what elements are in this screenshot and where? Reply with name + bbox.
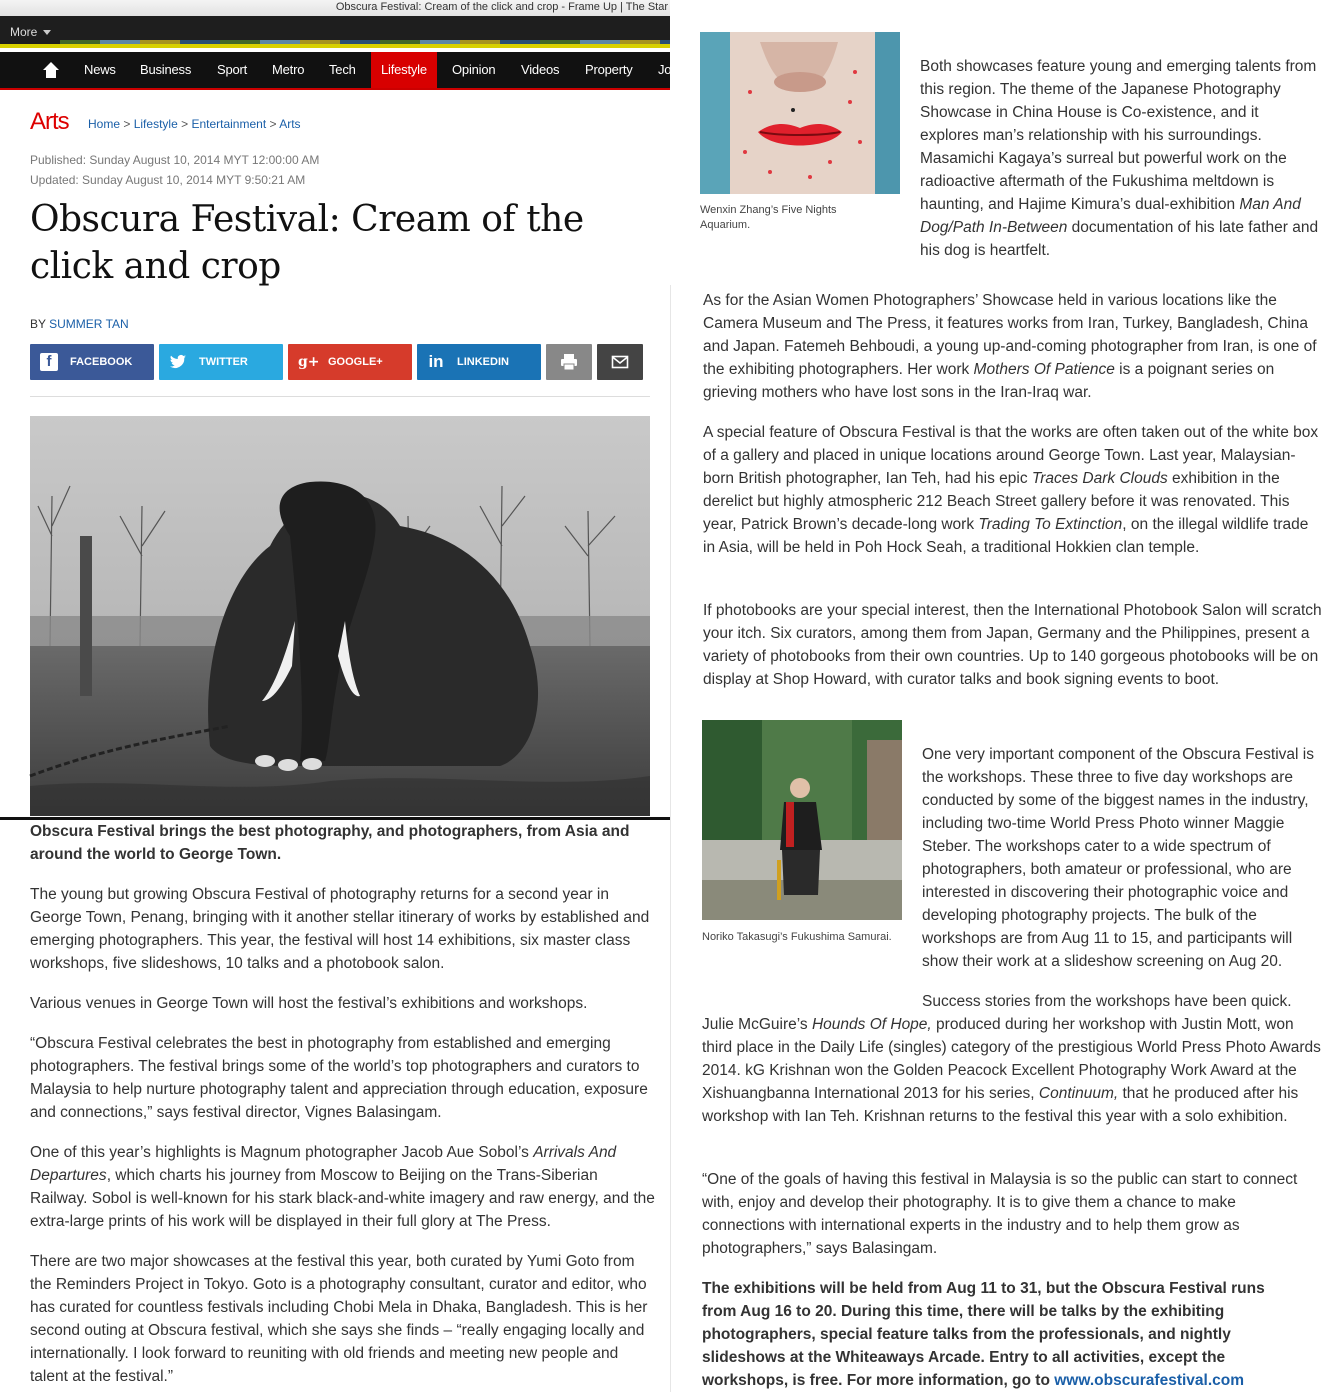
text-run: As for the Asian Women Photographers’ Showcase held in various locations like the Camera Museum and The Press, it features works from Iran, Turkey, Bangladesh, China and Japan. Fatemeh Behboudi, a young up-and-coming photographer from Iran, is one of the exhibiting photographers. Her work (703, 292, 1317, 378)
text-run: , on the illegal wildlife trade in Asia, will be held in Poh Hock Seah, a traditional Hokkien clan temple. (703, 516, 1309, 556)
breadcrumb-home[interactable]: Home (88, 117, 121, 131)
text-run: Julie McGuire’s (702, 1016, 812, 1033)
paragraph (702, 990, 1322, 1128)
text-run: Both showcases feature young and emerging talents from this region. The theme of the Japanese Photography Showcase in China House is Co-existence, and it explores man’s relationship with his surroundings. Masamichi Kagaya’s surreal but powerful work on the radioactive aftermath of the Fukushima meltdown is haunting, and Hajime Kimura’s dual-exhibition (920, 58, 1317, 213)
linkedin-share-button[interactable] (417, 344, 541, 380)
breadcrumb-separator: > (123, 117, 131, 131)
text-run: documentation of his late father and his dog is heartfelt. (920, 219, 1319, 259)
breadcrumb-separator: > (269, 117, 277, 131)
text-run: , which charts his journey from Moscow to Beijing on the Trans-Siberian Railway. Sobol is well-known for his stark black-and-white imagery and raw energy, and the extra-large prints of his work will be displayed in their full glory at The Press. (30, 1167, 655, 1230)
paragraph: “One of the goals of having this festival in Malaysia is so the public can start to connect with, enjoy and develop their photography. It is to give them a chance to make connections with international experts in the industry and to help them grow as photographers,” says Balasingam. (702, 1171, 1298, 1257)
author-link[interactable]: SUMMER TAN (49, 317, 129, 331)
printer-icon (560, 353, 578, 371)
article-lead: Obscura Festival brings the best photography, and photographers, from Asia and around the world to George Town. (30, 823, 630, 863)
divider (30, 396, 650, 397)
italic-title: Arrivals And Departures (30, 1144, 617, 1184)
italic-title: Hounds Of Hope, (811, 1016, 932, 1033)
text-run: exhibition in the derelict but highly atmospheric 212 Beach Street gallery before it was renovated. This year, Patrick Brown’s decade-long work (703, 470, 1290, 533)
breadcrumb-arts[interactable]: Arts (279, 117, 301, 131)
twitter-label: TWITTER (199, 356, 248, 368)
text-run: One of this year’s highlights is Magnum photographer Jacob Aue Sobol’s (30, 1144, 534, 1161)
linkedin-icon: in (428, 352, 444, 371)
linkedin-label: LINKEDIN (457, 356, 509, 368)
print-button[interactable] (546, 344, 592, 380)
updated-date: Updated: Sunday August 10, 2014 MYT 9:50:21 AM (30, 173, 306, 187)
more-menu-button[interactable] (10, 25, 51, 39)
nav-videos[interactable]: Videos (521, 62, 560, 77)
more-label: More (10, 25, 38, 39)
italic-title: Traces Dark Clouds (1031, 470, 1168, 487)
twitter-share-button[interactable] (159, 344, 283, 380)
paragraph (920, 55, 1320, 262)
paragraph (30, 1141, 655, 1233)
nav-sport[interactable]: Sport (217, 62, 248, 77)
paragraph: Various venues in George Town will host the festival’s exhibitions and workshops. (30, 995, 588, 1012)
paragraph (703, 421, 1323, 559)
facebook-share-button[interactable] (30, 344, 154, 380)
paragraph: There are two major showcases at the festival this year, both curated by Yumi Goto from the Reminders Project in Tokyo. Goto is a photography consultant, curator and editor, who has curated for countless festivals including Chobi Mela in Dhaka, Bangladesh. This is her second outing at Obscura festival, which she says she finds – “really engaging locally and internationally. I look forward to reuniting with old friends and meeting new people and talent at the festival.” (30, 1253, 648, 1385)
italic-title: Man And Dog/Path In-Between (920, 196, 1301, 236)
elephant-photo (30, 416, 650, 816)
text-run: Success stories from the workshops have been quick. (922, 993, 1292, 1010)
facebook-label: FACEBOOK (70, 356, 133, 368)
section-title: Arts (30, 108, 69, 135)
facebook-icon: f (40, 353, 58, 371)
paragraph: The young but growing Obscura Festival of photography returns for a second year in George Town, Penang, bringing with it another stellar itinerary of works by established and emerging photographers. This year, the festival will host 14 exhibitions, six master class workshops, five slideshows, 10 talks and a photobook salon. (30, 886, 650, 972)
column-divider (670, 285, 671, 1392)
published-date: Published: Sunday August 10, 2014 MYT 12:00:00 AM (30, 153, 320, 167)
nav-tech[interactable]: Tech (329, 62, 356, 77)
photo-caption: Wenxin Zhang’s Five Nights Aquarium. (700, 204, 837, 231)
byline-prefix: BY (30, 317, 46, 331)
breadcrumb-entertainment[interactable]: Entertainment (191, 117, 267, 131)
breadcrumb-lifestyle[interactable]: Lifestyle (133, 117, 178, 131)
paragraph: If photobooks are your special interest, then the International Photobook Salon will scratch your itch. Six curators, among them from Japan, Germany and the Philippines, present a variety of photobooks from their own countries. Up to 140 gorgeous photobooks will be on display at Shop Howard, with curator talks and book signing events to boot. (703, 602, 1322, 688)
banner-strip (60, 40, 670, 44)
italic-title: Continuum, (1038, 1085, 1119, 1102)
googleplus-label: GOOGLE+ (328, 356, 383, 368)
article-headline: Obscura Festival: Cream of the click and crop (30, 199, 584, 287)
breadcrumb-separator: > (181, 117, 189, 131)
caret-down-icon (43, 30, 51, 35)
browser-window-title: Obscura Festival: Cream of the click and crop - Frame Up | The Star (0, 0, 670, 16)
paragraph: One very important component of the Obscura Festival is the workshops. These three to five day workshops are conducted by some of the biggest names in the industry, including two-time World Press Photo winner Maggie Steber. The workshops cater to a wide spectrum of photographers, both amateur or professional, who are interested in discovering their photographic voice and developing photography projects. The bulk of the workshops are from Aug 11 to 15, and participants will show their work at a slideshow screening on Aug 20. (922, 746, 1314, 970)
nav-jobs[interactable]: Jo (658, 62, 672, 77)
breadcrumb (88, 117, 301, 131)
email-button[interactable] (597, 344, 643, 380)
nav-lifestyle[interactable]: Lifestyle (371, 52, 437, 88)
home-icon[interactable] (42, 62, 60, 78)
nav-business[interactable]: Business (140, 62, 192, 77)
main-navigation (0, 52, 670, 90)
nav-metro[interactable]: Metro (272, 62, 305, 77)
nav-news[interactable]: News (84, 62, 116, 77)
photo-caption: Noriko Takasugi’s Fukushima Samurai. (702, 931, 892, 943)
text-run: produced during her workshop with Justin Mott, won third place in the Daily Life (singles) category of the prestigious World Press Photo Awards 2014. kG Krishnan won the Golden Peacock Excellent Photography Work Award at the Xishuangbanna International 2013 for his series, (702, 1016, 1321, 1102)
paragraph: “Obscura Festival celebrates the best in photography from established and emerging photographers. The festival brings some of the world’s top photographers and curators to Malaysia to help nurture photography talent and appreciation through education, exposure and connections,” says festival director, Vignes Balasingam. (30, 1035, 648, 1121)
paragraph (702, 1277, 1302, 1392)
twitter-icon (169, 353, 187, 371)
envelope-icon (611, 353, 629, 371)
byline (30, 317, 129, 331)
top-bar (0, 16, 670, 48)
samurai-photo (702, 720, 902, 920)
googleplus-icon: g+ (298, 354, 320, 370)
googleplus-share-button[interactable] (288, 344, 412, 380)
right-column (672, 0, 1330, 1392)
italic-title: Mothers Of Patience (973, 361, 1115, 378)
lips-photo (700, 32, 900, 194)
text-run: is a poignant series on grieving mothers who have lost sons in the Iran-Iraq war. (703, 361, 1275, 401)
text-run: A special feature of Obscura Festival is that the works are often taken out of the white box of a gallery and placed in unique locations around George Town. Last year, Malaysian-born British photographer, Ian Teh, had his epic (703, 424, 1319, 487)
nav-property[interactable]: Property (585, 62, 633, 77)
italic-title: Trading To Extinction (978, 516, 1123, 533)
festival-website-link[interactable]: www.obscurafestival.com (1054, 1372, 1245, 1389)
text-run: that he produced after his workshop with Ian Teh. Krishnan returns to the festival this year with a solo exhibition. (702, 1085, 1299, 1125)
paragraph (703, 289, 1323, 404)
text-run: The exhibitions will be held from Aug 11 to 31, but the Obscura Festival runs from Aug 16 to 20. During this time, there will be talks by the exhibiting photographers, special feature talks from the professionals, and nightly slideshows at the Whiteaways Arcade. Entry to all activities, except the workshops, is free. For more information, go to (702, 1280, 1265, 1389)
nav-opinion[interactable]: Opinion (452, 62, 496, 77)
